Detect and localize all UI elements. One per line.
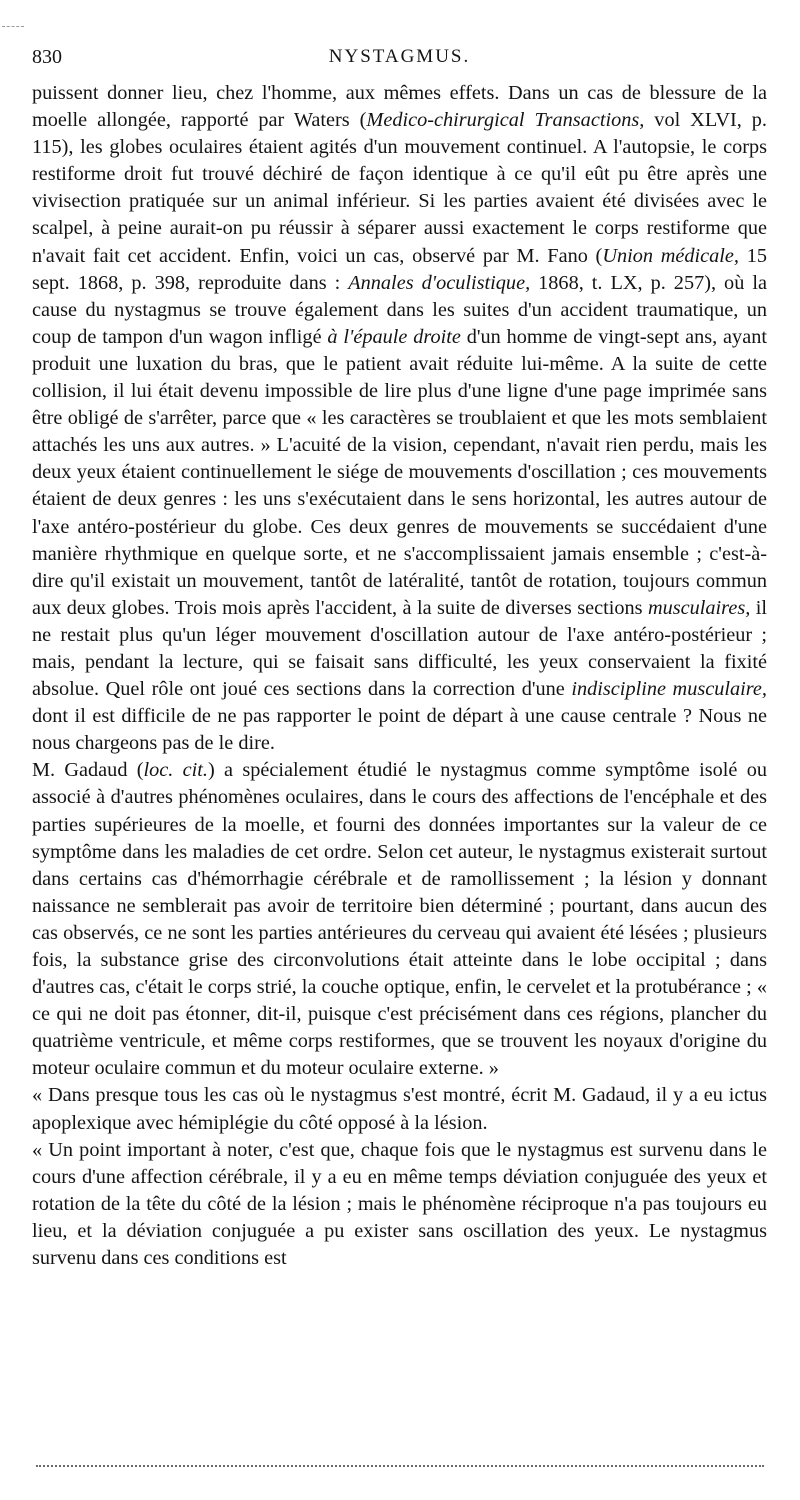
text-segment: « Dans presque tous les cas où le nystagmus s'est montré, écrit M. Gadaud, il y a eu ictus apoplexique avec hémiplégie du côté opposé à la lésion. — [32, 1084, 767, 1134]
paragraph — [32, 80, 767, 757]
page-number: 830 — [32, 46, 62, 68]
text-segment: d'un homme de vingt-sept ans, ayant produit une luxation du bras, que le patient avait réduite lui-même. A la suite de cette collision, il lui était devenu impossible de lire plus d'une ligne d'une page imprimée sans être obligé de s'arrêter, parce que « les caractères se troublaient et que les mots semblaient attachés les uns aux autres. » L'acuité de la vision, cependant, n'avait rien perdu, mais les deux yeux étaient continuellement le siége de mouvements d'oscillation ; ces mouvements étaient de deux genres : les uns s'exécutaient dans le sens horizontal, les autres autour de l'axe antéro-postérieur du globe. Ces deux genres de mouvements se succédaient d'une manière rhythmique en quelque sorte, et ne s'accomplissaient jamais ensemble ; c'est-à-dire qu'il existait un mouvement, tantôt de latéralité, tantôt de rotation, toujours commun aux deux globes. Trois mois après l'accident, à la suite de diverses sections — [32, 325, 767, 619]
text-segment: « Un point important à noter, c'est que, chaque fois que le nystagmus est survenu dans le cours d'une affection cérébrale, il y a eu en même temps déviation conjuguée des yeux et rotation de la tête du côté de la lésion ; mais le phénomène réciproque n'a pas toujours eu lieu, et la déviation conjuguée a pu exister sans oscillation des yeux. Le nystagmus survenu dans ces conditions est — [32, 1138, 767, 1270]
body-text — [32, 80, 767, 1272]
footer-dotted-rule — [36, 1465, 764, 1467]
text-segment: 15 sept. 1868, p. 398, reproduite dans : — [32, 244, 767, 294]
running-title: NYSTAGMUS. — [328, 46, 471, 67]
text-segment: dont il est difficile de ne pas rapporter le point de départ à une cause centrale ? Nous ne nous chargeons pas de le dire. — [32, 705, 767, 755]
text-segment: puissent donner lieu, chez l'homme, aux mêmes effets. Dans un cas de blessure de la moelle allongée, rapporté par Waters ( — [32, 82, 767, 132]
italic-text-segment: Annales d'oculistique, — [348, 271, 531, 294]
paragraph — [32, 757, 767, 1082]
running-head — [32, 46, 767, 76]
text-segment: il ne restait plus qu'un léger mouvement d'oscillation autour de l'axe antéro-postérieur ; mais, pendant la lecture, qui se faisait sans difficulté, les yeux conservaient la fixité absolue. Quel rôle ont joué ces sections dans la correction d'une — [32, 596, 767, 701]
book-page — [32, 46, 767, 1272]
text-segment: ) a spécialement étudié le nystagmus comme symptôme isolé ou associé à d'autres phénomènes oculaires, dans le cours des affections de l'encéphale et des parties supérieures de la moelle, et fourni des données importantes sur la valeur de ce symptôme dans les maladies de cet ordre. Selon cet auteur, le nystagmus existerait surtout dans certains cas d'hémorrhagie cérébrale et de ramollissement ; la lésion y donnant naissance ne semblerait pas avoir de territoire bien déterminé ; pourtant, dans aucun des cas observés, ce ne sont les parties antérieures du cerveau qui avaient été lésées ; plusieurs fois, la substance grise des circonvolutions était atteinte dans le lobe occipital ; dans d'autres cas, c'était le corps strié, la couche optique, enfin, le cervelet et la protubérance ; « ce qui ne doit pas étonner, dit-il, puisque c'est précisément dans ces régions, plancher du quatrième ventricule, et même corps restiformes, que se trouvent les noyaux d'origine du moteur oculaire commun et du moteur oculaire externe. » — [32, 759, 767, 1080]
paragraph — [32, 1137, 767, 1272]
text-segment: M. Gadaud ( — [32, 759, 144, 782]
italic-text-segment: Union médicale, — [602, 244, 739, 267]
paragraph — [32, 1082, 767, 1136]
italic-text-segment: Medico-chirurgical Transactions, — [366, 109, 645, 132]
scan-margin-mark — [2, 26, 24, 28]
italic-text-segment: loc. cit. — [143, 759, 208, 782]
italic-text-segment: indiscipline musculaire, — [571, 678, 768, 701]
italic-text-segment: à l'épaule droite — [327, 325, 461, 348]
text-segment: vol XLVI, p. 115), les globes oculaires étaient agités d'un mouvement continuel. A l'autopsie, le corps restiforme droit fut trouvé déchiré de façon identique à ce qu'il eût pu être après une vivisection pratiquée sur un animal inférieur. Si les parties avaient été divisées avec le scalpel, à peine aurait-on pu réussir à séparer aussi exactement le corps restiforme que n'avait fait cet accident. Enfin, voici un cas, observé par M. Fano ( — [32, 109, 767, 267]
italic-text-segment: musculaires, — [647, 596, 751, 619]
text-segment: 1868, t. LX, p. 257), où la cause du nystagmus se trouve également dans les suites d'un accident traumatique, un coup de tampon d'un wagon infligé — [32, 271, 767, 348]
